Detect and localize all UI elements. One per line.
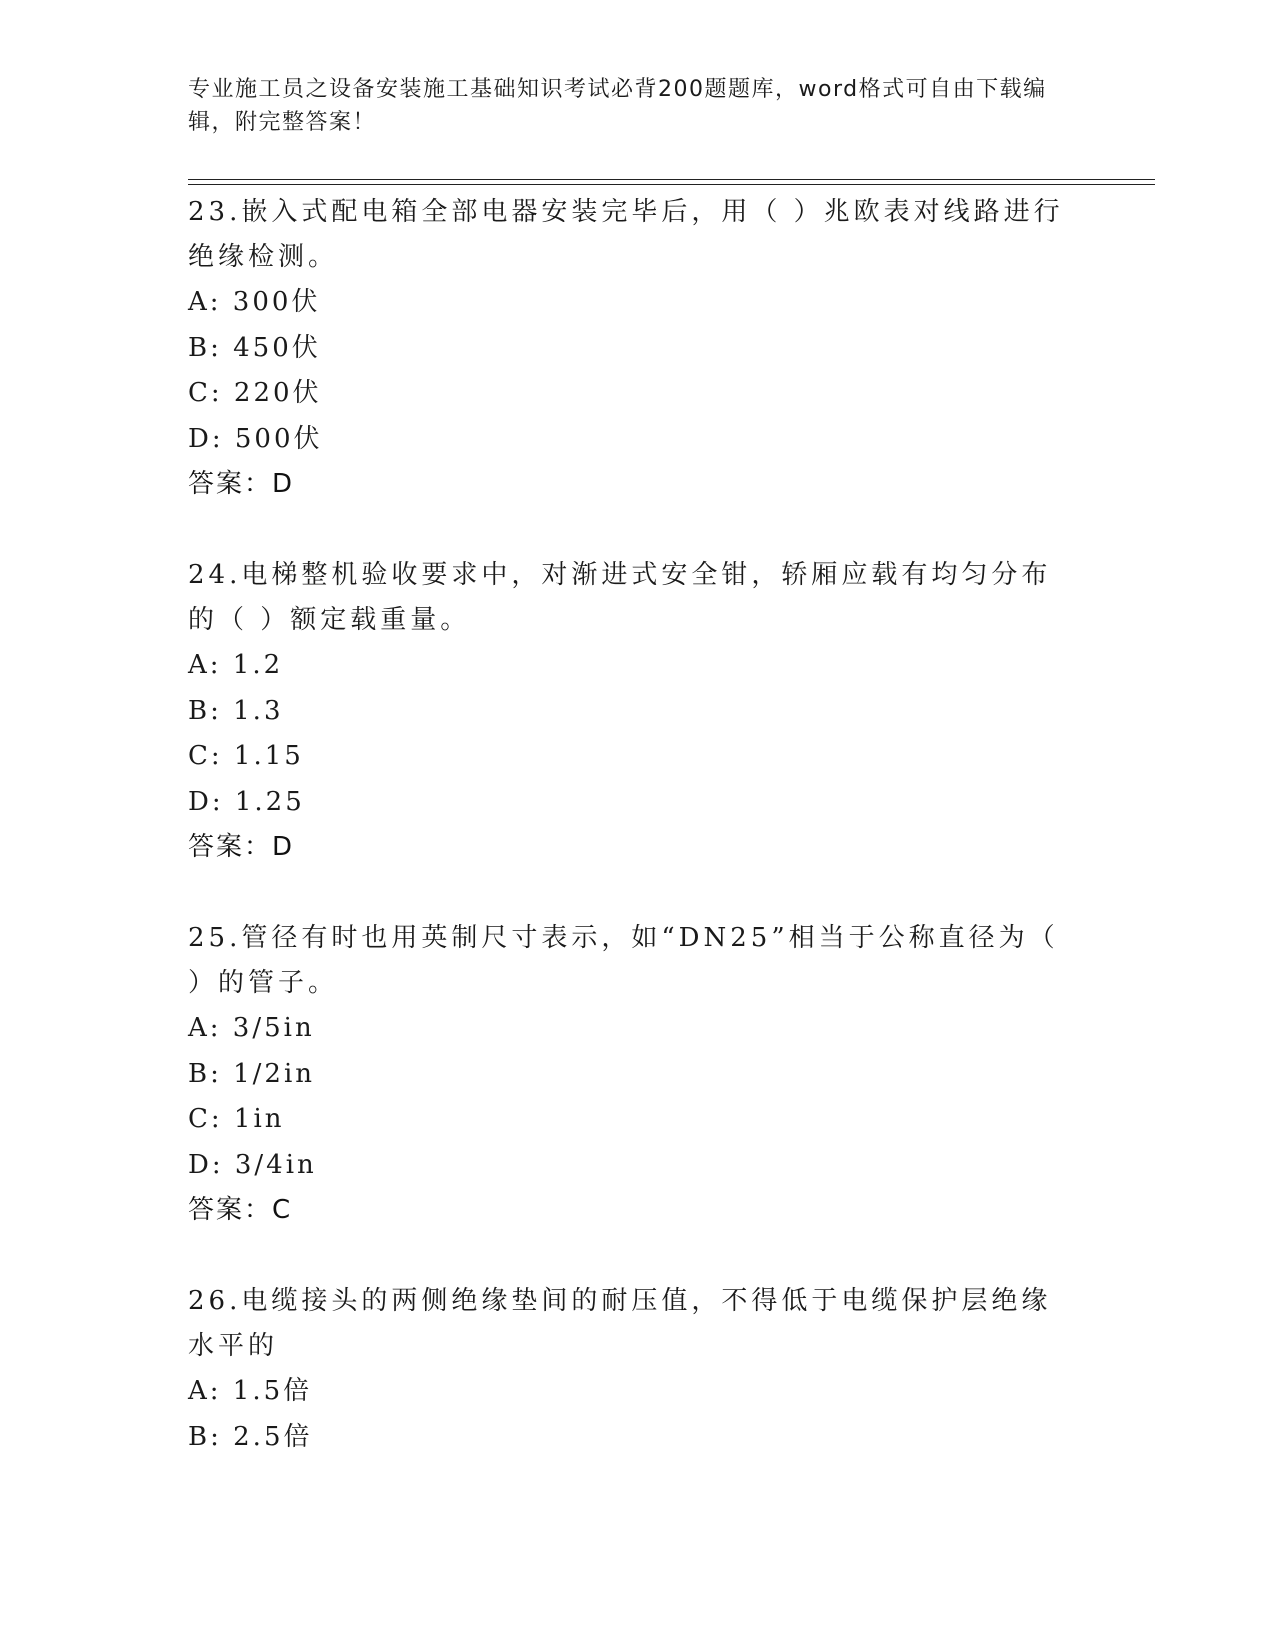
question-spacer	[188, 870, 1088, 916]
question-text: 24.电梯整机验收要求中，对渐进式安全钳，轿厢应载有均匀分布的（ ）额定载重量。	[188, 560, 1052, 635]
option-b: B: 2.5倍	[188, 1421, 313, 1452]
option-a: A: 1.2	[188, 650, 284, 680]
option-d: D: 500伏	[188, 423, 323, 454]
answer-line: 答案：C	[188, 1195, 293, 1225]
option-d: D: 1.25	[188, 786, 305, 817]
question-26	[188, 1279, 1088, 1460]
header-divider-top	[188, 179, 1155, 180]
question-list	[188, 190, 1088, 1460]
option-b: B: 450伏	[188, 332, 321, 363]
option-c: C: 220伏	[188, 378, 322, 408]
question-text: 25.管径有时也用英制尺寸表示，如“DN25”相当于公称直径为（ ）的管子。	[188, 923, 1059, 998]
question-25	[188, 916, 1088, 1233]
option-d: D: 3/4in	[188, 1149, 317, 1180]
option-a: A: 3/5in	[188, 1013, 315, 1043]
option-a: A: 1.5倍	[188, 1376, 313, 1406]
question-spacer	[188, 1233, 1088, 1279]
option-b: B: 1/2in	[188, 1058, 316, 1089]
question-24	[188, 553, 1088, 870]
question-spacer	[188, 507, 1088, 553]
option-b: B: 1.3	[188, 695, 284, 726]
document-header: 专业施工员之设备安装施工基础知识考试必背200题题库，word格式可自由下载编辑，附完整答案！	[188, 77, 1047, 135]
option-c: C: 1.15	[188, 741, 304, 771]
question-text: 26.电缆接头的两侧绝缘垫间的耐压值，不得低于电缆保护层绝缘水平的	[188, 1286, 1052, 1361]
answer-line: 答案：D	[188, 469, 295, 499]
answer-line: 答案：D	[188, 832, 295, 862]
question-23	[188, 190, 1088, 507]
question-text: 23.嵌入式配电箱全部电器安装完毕后，用（ ）兆欧表对线路进行绝缘检测。	[188, 197, 1064, 272]
header-divider-bottom	[188, 184, 1155, 185]
option-c: C: 1in	[188, 1104, 285, 1134]
option-a: A: 300伏	[188, 287, 321, 317]
